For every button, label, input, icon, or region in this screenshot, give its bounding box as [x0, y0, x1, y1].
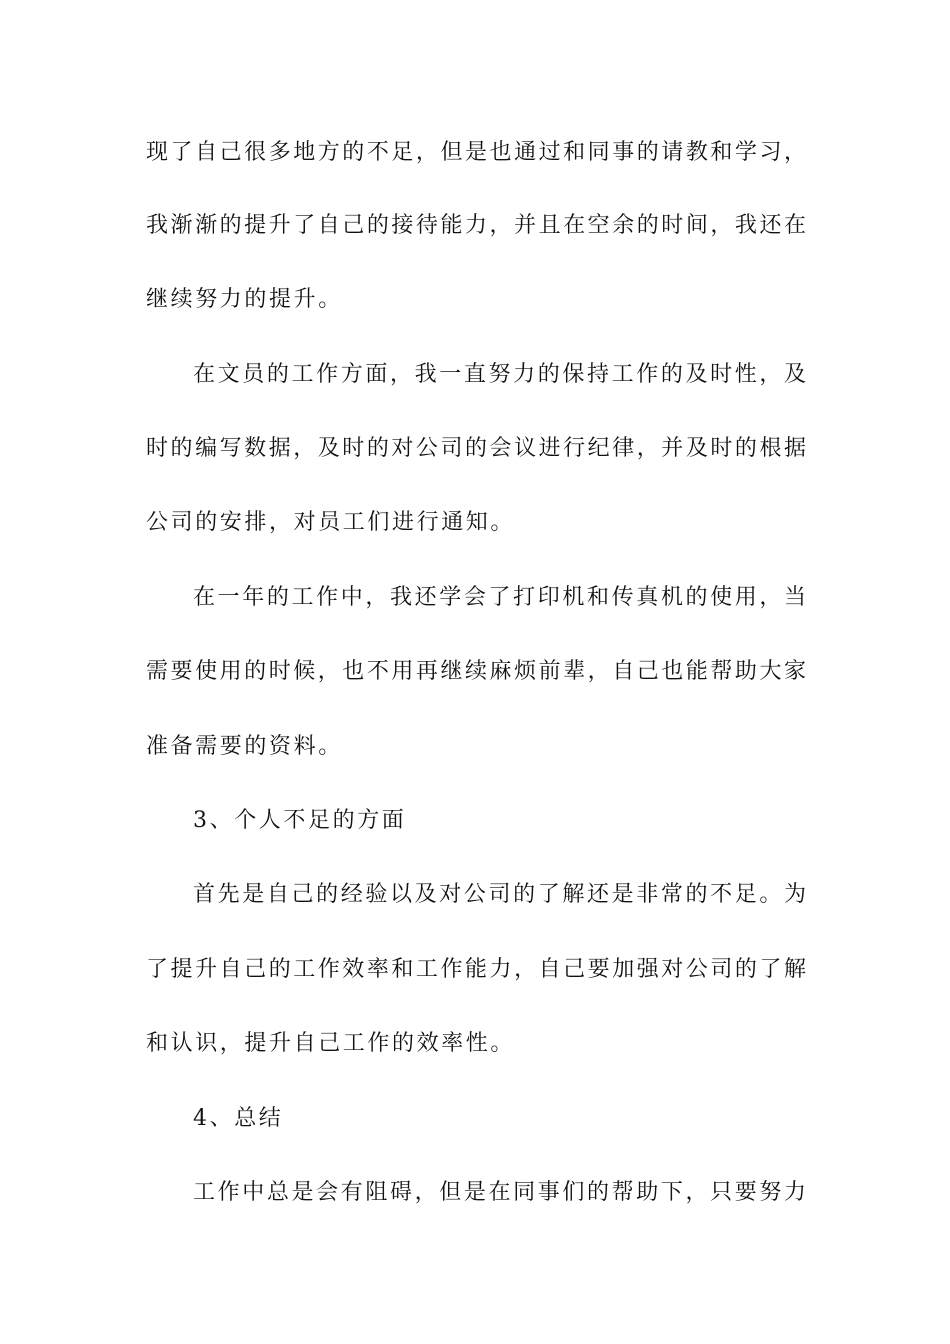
- text-line: 时的编写数据，及时的对公司的会议进行纪律，并及时的根据: [146, 436, 806, 461]
- section-heading: 3、个人不足的方面: [193, 808, 407, 833]
- paragraph-first-line: 在一年的工作中，我还学会了打印机和传真机的使用，当: [193, 585, 806, 610]
- paragraph-first-line: 首先是自己的经验以及对公司的了解还是非常的不足。为: [193, 882, 806, 907]
- text-line: 公司的安排，对员工们进行通知。: [146, 510, 516, 535]
- paragraph-first-line: 工作中总是会有阻碍，但是在同事们的帮助下，只要努力: [193, 1180, 806, 1205]
- section-heading: 4、总结: [193, 1106, 284, 1131]
- text-line: 继续努力的提升。: [146, 287, 343, 312]
- text-line: 现了自己很多地方的不足，但是也通过和同事的请教和学习，: [146, 140, 806, 165]
- text-line: 和认识，提升自己工作的效率性。: [146, 1031, 516, 1056]
- text-line: 准备需要的资料。: [146, 734, 343, 759]
- paragraph-first-line: 在文员的工作方面，我一直努力的保持工作的及时性，及: [193, 362, 806, 387]
- text-line: 了提升自己的工作效率和工作能力，自己要加强对公司的了解: [146, 957, 806, 982]
- text-line: 需要使用的时候，也不用再继续麻烦前辈，自己也能帮助大家: [146, 659, 806, 684]
- text-line: 我渐渐的提升了自己的接待能力，并且在空余的时间，我还在: [146, 213, 806, 238]
